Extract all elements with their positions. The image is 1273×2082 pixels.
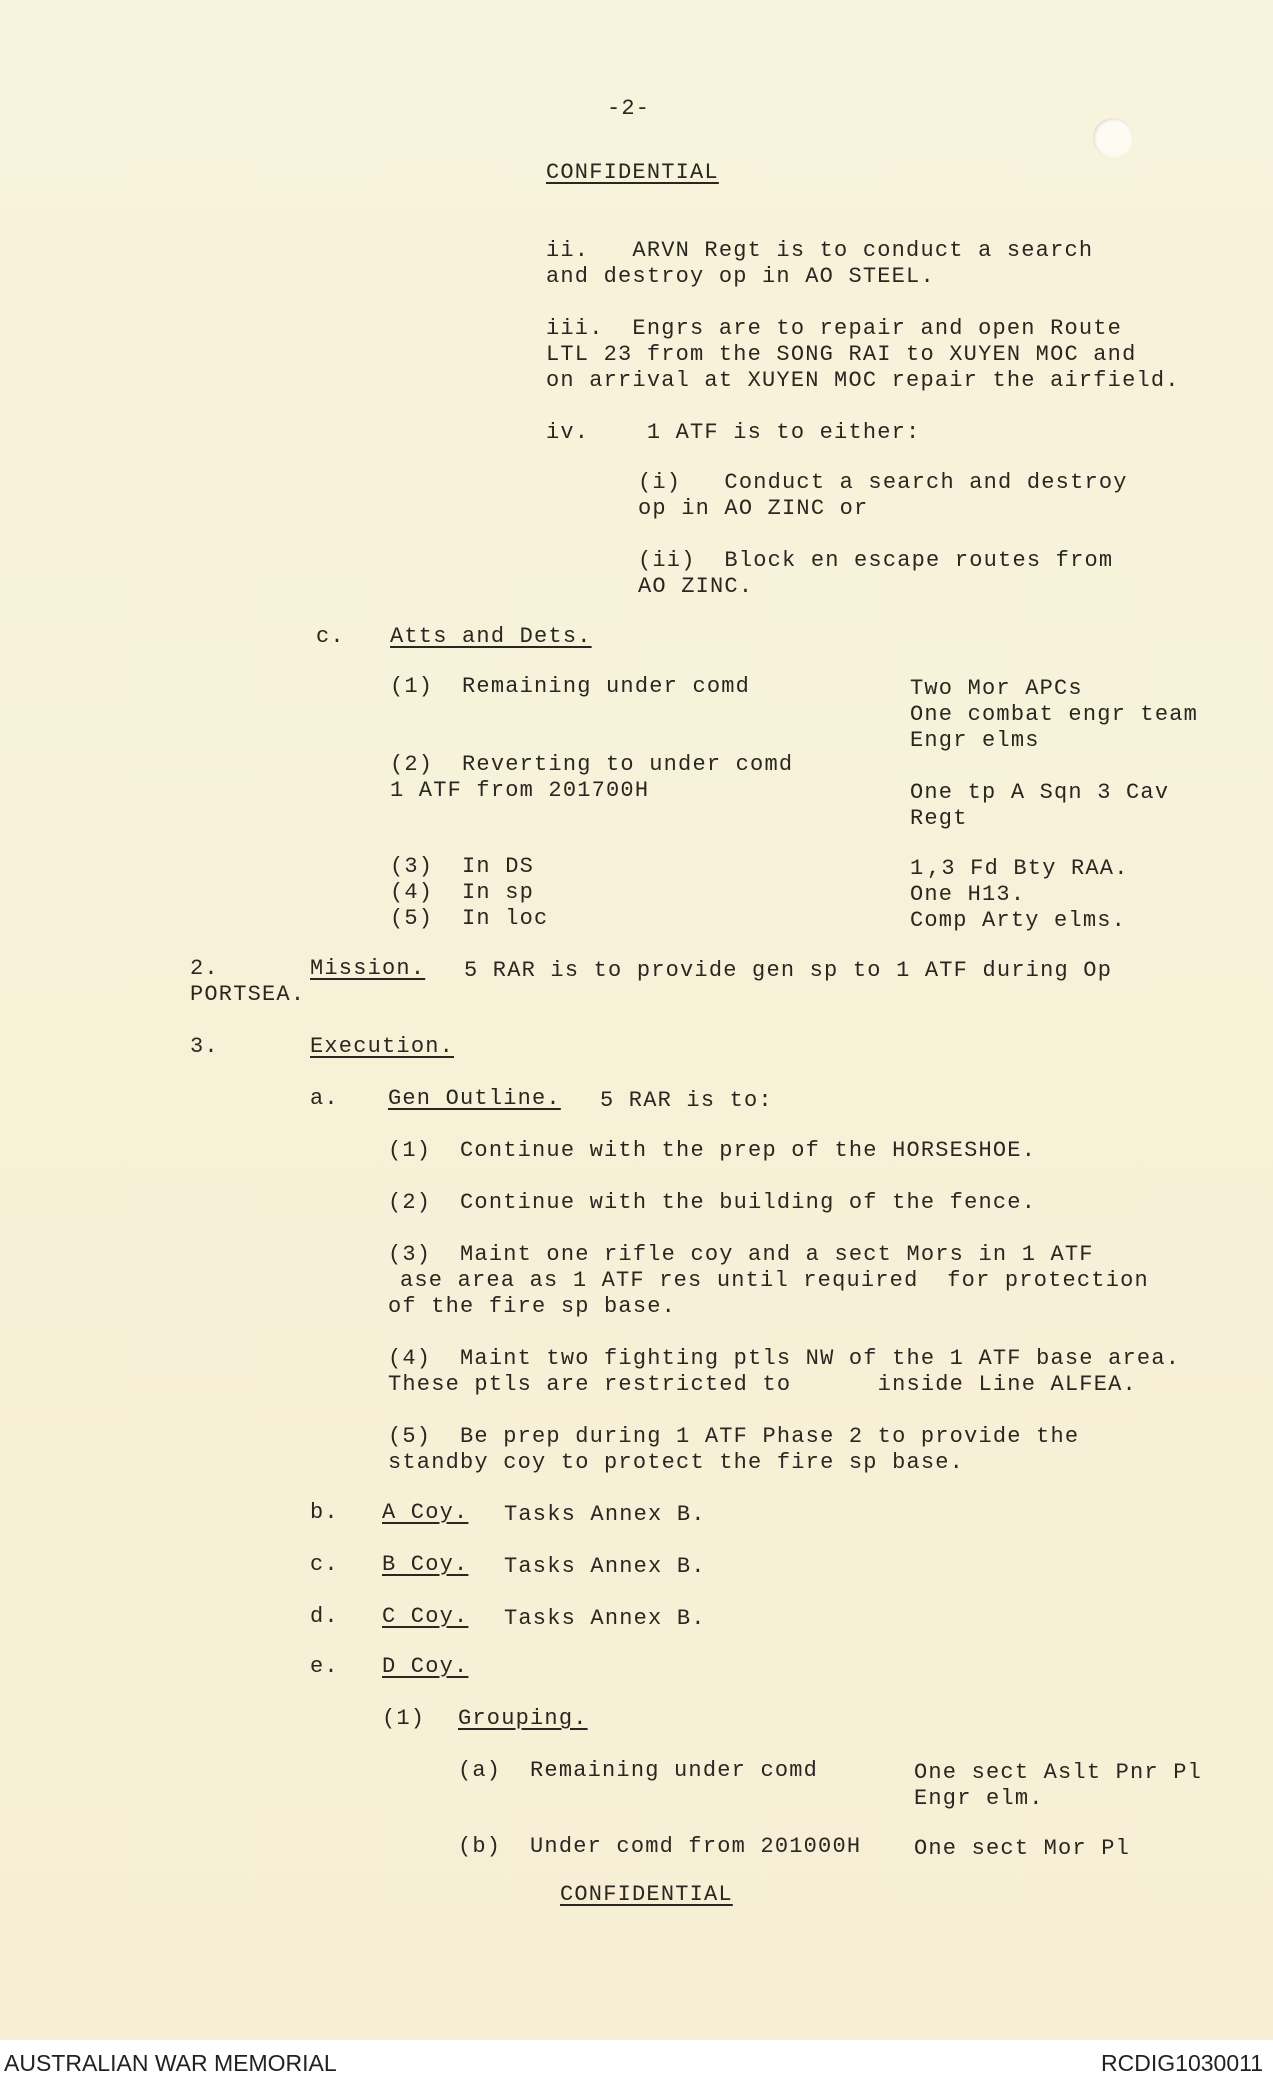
atts-row-2-value-2: Regt: [910, 806, 968, 831]
atts-row-2-value-1: One tp A Sqn 3 Cav: [910, 780, 1170, 805]
gen-outline-letter: a.: [310, 1086, 339, 1111]
mission-number: 2.: [190, 956, 219, 981]
footer-confidential: CONFIDENTIAL: [560, 1882, 733, 1907]
atts-row-3-label: (3) In DS: [390, 854, 535, 879]
grouping-b-label: (b) Under comd from 201000H: [458, 1834, 862, 1859]
outline-point-5: (5) Be prep during 1 ATF Phase 2 to provide the: [388, 1424, 1080, 1449]
b-coy-heading: B Coy.: [382, 1552, 469, 1577]
grouping-a-value-1: One sect Aslt Pnr Pl: [914, 1760, 1203, 1785]
atts-row-1-label: (1) Remaining under comd: [390, 674, 751, 699]
d-coy-heading: D Coy.: [382, 1654, 469, 1679]
atts-row-1-value-1: Two Mor APCs: [910, 676, 1083, 701]
archive-name: AUSTRALIAN WAR MEMORIAL: [4, 2050, 337, 2076]
item-iv-i-cont: op in AO ZINC or: [638, 496, 869, 521]
atts-row-3-value: 1 ,3 Fd Bty RAA.: [910, 856, 1129, 881]
atts-row-1-value-2: One combat engr team: [910, 702, 1199, 727]
mission-text: 5 RAR is to provide gen sp to 1 ATF during Op: [464, 958, 1113, 983]
atts-row-2-label-cont: 1 ATF from 201700H: [390, 778, 650, 803]
archive-reference: RCDIG1030011: [1101, 2050, 1263, 2076]
mission-heading: Mission.: [310, 956, 426, 981]
item-iv-ii-cont: AO ZINC.: [638, 574, 754, 599]
c-coy-letter: d.: [310, 1604, 339, 1629]
grouping-b-value: One sect Mor Pl: [914, 1836, 1131, 1861]
grouping-heading: Grouping.: [458, 1706, 588, 1731]
atts-heading: Atts and Dets.: [390, 624, 592, 649]
atts-row-5-value: Comp Arty elms.: [910, 908, 1127, 933]
outline-point-3: (3) Maint one rifle coy and a sect Mors in 1 ATF: [388, 1242, 1094, 1267]
grouping-a-label: (a) Remaining under comd: [458, 1758, 819, 1783]
grouping-number: (1): [382, 1706, 426, 1731]
item-iii-cont-1: LTL 23 from the SONG RAI to XUYEN MOC and: [546, 342, 1137, 367]
punch-hole: [1093, 118, 1133, 158]
item-iv-i: (i) Conduct a search and destroy: [638, 470, 1128, 495]
b-coy-text: Tasks Annex B.: [504, 1554, 706, 1579]
c-coy-text: Tasks Annex B.: [504, 1606, 706, 1631]
a-coy-letter: b.: [310, 1500, 339, 1525]
grouping-a-value-2: Engr elm.: [914, 1786, 1044, 1811]
item-ii: ii. ARVN Regt is to conduct a search: [546, 238, 1094, 263]
outline-point-4: (4) Maint two fighting ptls NW of the 1 ATF base area.: [388, 1346, 1181, 1371]
outline-point-5-cont: standby coy to protect the fire sp base.: [388, 1450, 965, 1475]
atts-row-5-label: (5) In loc: [390, 906, 549, 931]
item-iii: iii. Engrs are to repair and open Route: [546, 316, 1123, 341]
a-coy-text: Tasks Annex B.: [504, 1502, 706, 1527]
archive-footer: [0, 2040, 1273, 2082]
outline-point-1: (1) Continue with the prep of the HORSESHOE.: [388, 1138, 1037, 1163]
a-coy-heading: A Coy.: [382, 1500, 469, 1525]
atts-row-4-value: One H13.: [910, 882, 1026, 907]
atts-row-4-label: (4) In sp: [390, 880, 535, 905]
execution-number: 3.: [190, 1034, 219, 1059]
item-iii-cont-2: on arrival at XUYEN MOC repair the airfield.: [546, 368, 1180, 393]
b-coy-letter: c.: [310, 1552, 339, 1577]
outline-point-2: (2) Continue with the building of the fence.: [388, 1190, 1037, 1215]
atts-row-2-label: (2) Reverting to under comd: [390, 752, 794, 777]
item-iv-ii: (ii) Block en escape routes from: [638, 548, 1114, 573]
item-iv: iv. 1 ATF is to either:: [546, 420, 921, 445]
d-coy-letter: e.: [310, 1654, 339, 1679]
header-confidential: CONFIDENTIAL: [546, 160, 719, 185]
outline-point-3-cont-1: ase area as 1 ATF res until required for protection: [400, 1268, 1149, 1293]
page-number: -2-: [607, 96, 651, 121]
outline-point-4-cont: These ptls are restricted to inside Line ALFEA.: [388, 1372, 1137, 1397]
outline-point-3-cont-2: of the fire sp base.: [388, 1294, 677, 1319]
item-ii-cont: and destroy op in AO STEEL.: [546, 264, 935, 289]
atts-row-1-value-3: Engr elms: [910, 728, 1040, 753]
mission-text-cont: PORTSEA.: [190, 982, 306, 1007]
gen-outline-text: 5 RAR is to:: [600, 1088, 773, 1113]
execution-heading: Execution.: [310, 1034, 455, 1059]
gen-outline-heading: Gen Outline.: [388, 1086, 561, 1111]
c-coy-heading: C Coy.: [382, 1604, 469, 1629]
atts-letter: c.: [316, 624, 345, 649]
